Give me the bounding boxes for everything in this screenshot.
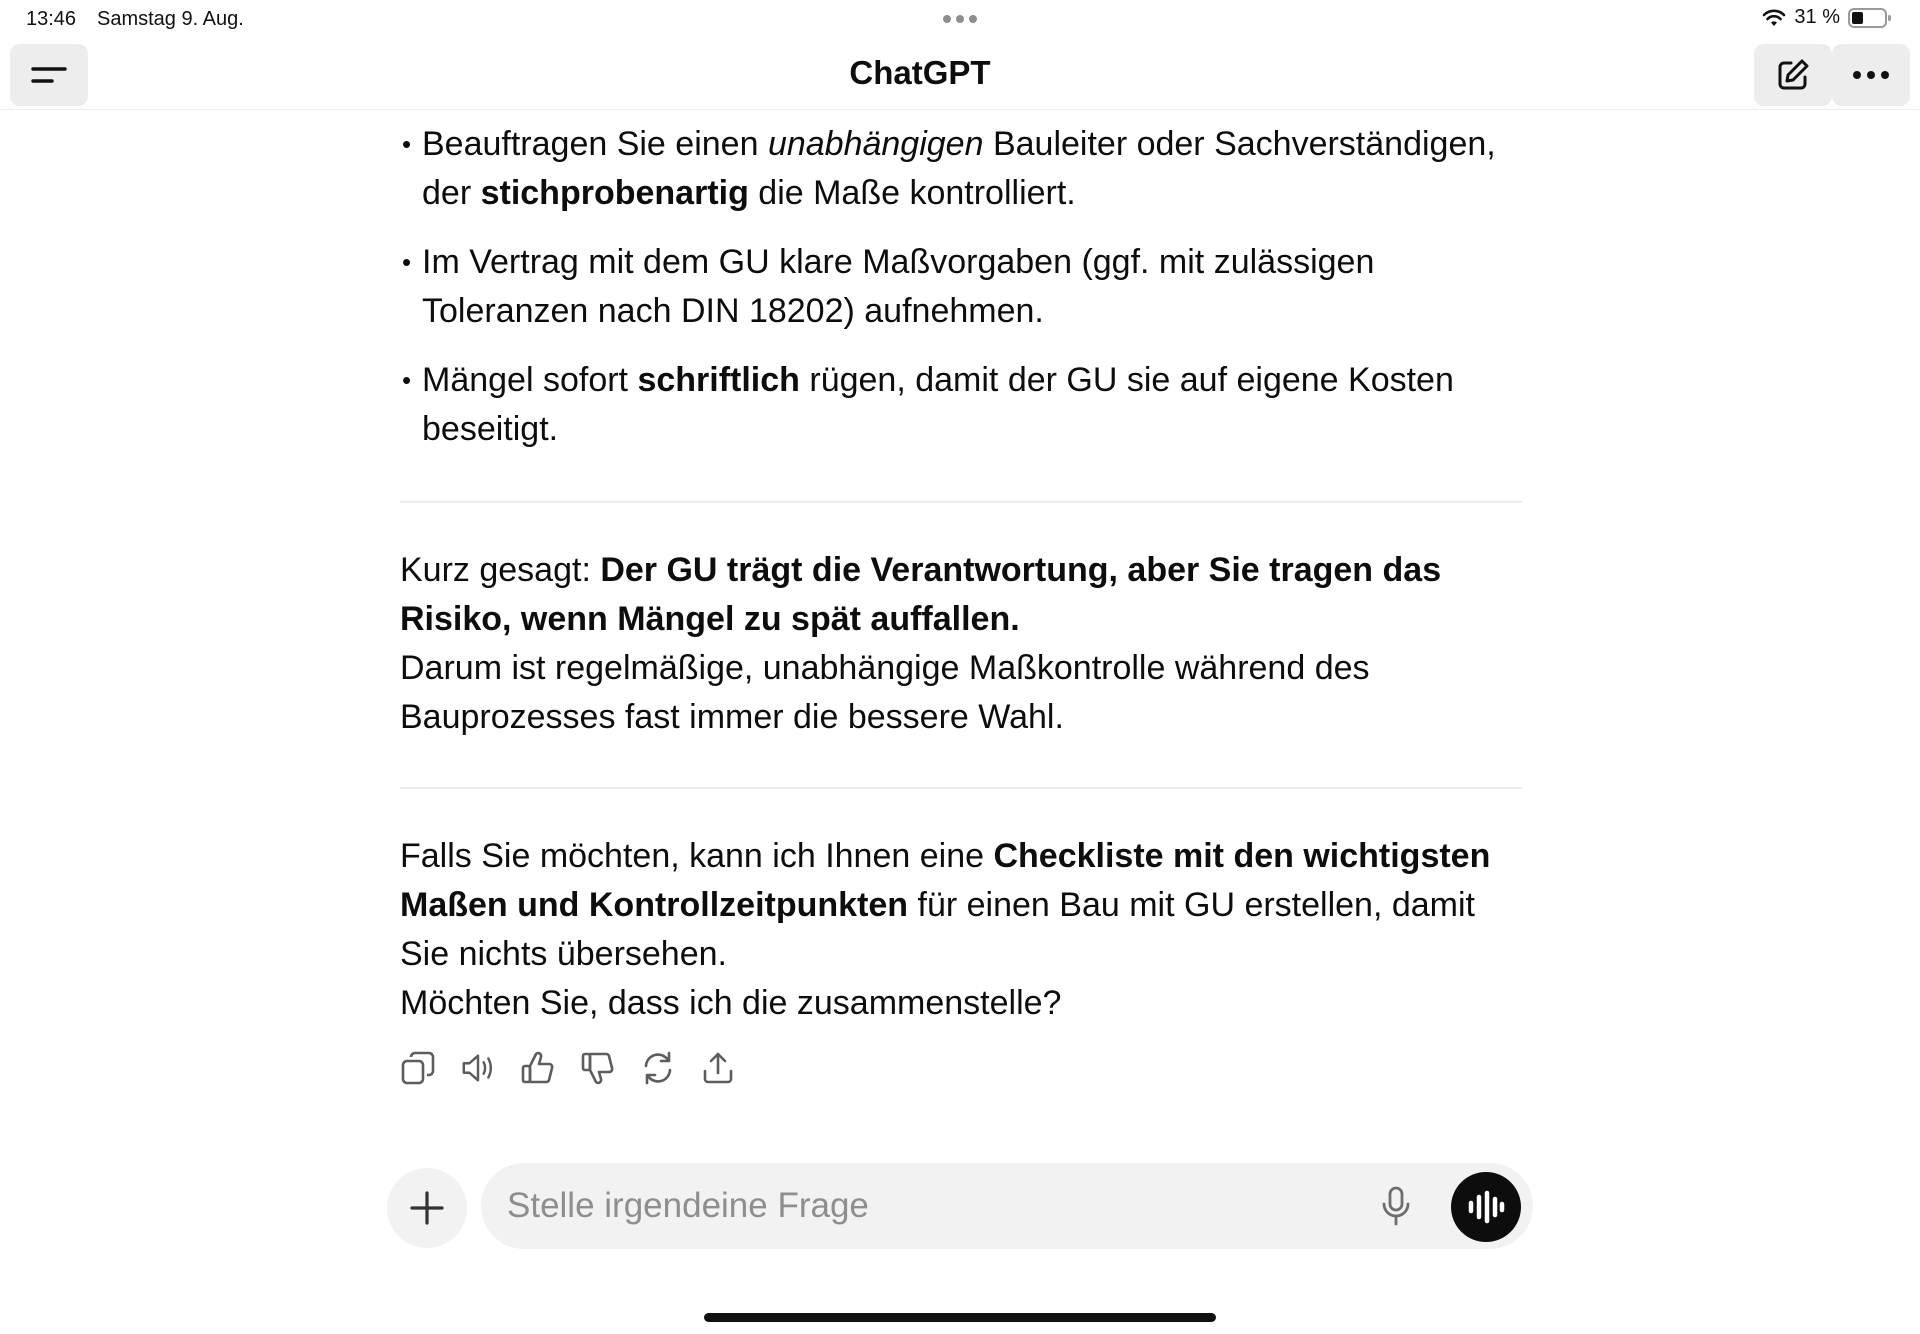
composer xyxy=(481,1163,1533,1249)
list-item: • Beauftragen Sie einen unabhängigen Bauleiter oder Sachverständigen, der stichprobenartig die Maße kontrolliert. xyxy=(400,120,1525,218)
copy-icon xyxy=(400,1050,436,1086)
plus-icon xyxy=(408,1189,446,1227)
divider xyxy=(400,501,1522,503)
message-input[interactable] xyxy=(507,1163,1327,1249)
battery-percent: 31 % xyxy=(1794,6,1840,28)
page-title: ChatGPT xyxy=(849,54,991,91)
multitasking-dots-icon[interactable] xyxy=(941,9,979,29)
speaker-icon xyxy=(460,1050,496,1086)
divider xyxy=(400,787,1522,789)
waveform-icon xyxy=(1466,1189,1506,1225)
copy-button[interactable] xyxy=(400,1050,436,1086)
voice-mode-button[interactable] xyxy=(1451,1172,1521,1242)
home-indicator[interactable] xyxy=(704,1313,1216,1322)
list-item: • Mängel sofort schriftlich rügen, damit der GU sie auf eigene Kosten beseitigt. xyxy=(400,356,1525,454)
microphone-icon xyxy=(1378,1185,1414,1227)
compose-icon xyxy=(1774,56,1812,94)
wifi-icon xyxy=(1762,9,1786,27)
offer-paragraph: Falls Sie möchten, kann ich Ihnen eine Checkliste mit den wichtigsten Maßen und Kontrollzeitpunkten für einen Bau mit GU erstellen, damit Sie nichts übersehen. Möchten Sie, dass ich die zusammenstelle? xyxy=(400,837,1491,1022)
attach-button[interactable] xyxy=(387,1168,467,1248)
new-chat-button[interactable] xyxy=(1754,44,1832,106)
bad-response-button[interactable] xyxy=(580,1050,616,1086)
thumbs-up-icon xyxy=(520,1050,556,1086)
more-options-button[interactable] xyxy=(1832,44,1910,106)
list-item: • Im Vertrag mit dem GU klare Maßvorgaben (ggf. mit zulässigen Toleranzen nach DIN 18202) aufnehmen. xyxy=(400,238,1525,336)
refresh-icon xyxy=(640,1050,676,1086)
status-date: Samstag 9. Aug. xyxy=(97,8,244,30)
app-header xyxy=(0,40,1920,110)
message-actions xyxy=(400,1050,736,1086)
status-time: 13:46 xyxy=(26,8,77,30)
status-bar xyxy=(0,0,1920,40)
battery-icon xyxy=(1848,8,1892,28)
summary-paragraph: Kurz gesagt: Der GU trägt die Verantwortung, aber Sie tragen das Risiko, wenn Mängel zu spät auffallen. Darum ist regelmäßige, unabhängige Maßkontrolle während des Bauprozesses fast immer die bessere Wahl. xyxy=(400,551,1442,736)
dictate-button[interactable] xyxy=(1375,1185,1417,1227)
share-button[interactable] xyxy=(700,1050,736,1086)
read-aloud-button[interactable] xyxy=(460,1050,496,1086)
regenerate-button[interactable] xyxy=(640,1050,676,1086)
more-horizontal-icon xyxy=(1852,70,1890,80)
good-response-button[interactable] xyxy=(520,1050,556,1086)
share-icon xyxy=(700,1050,736,1086)
thumbs-down-icon xyxy=(580,1050,616,1086)
